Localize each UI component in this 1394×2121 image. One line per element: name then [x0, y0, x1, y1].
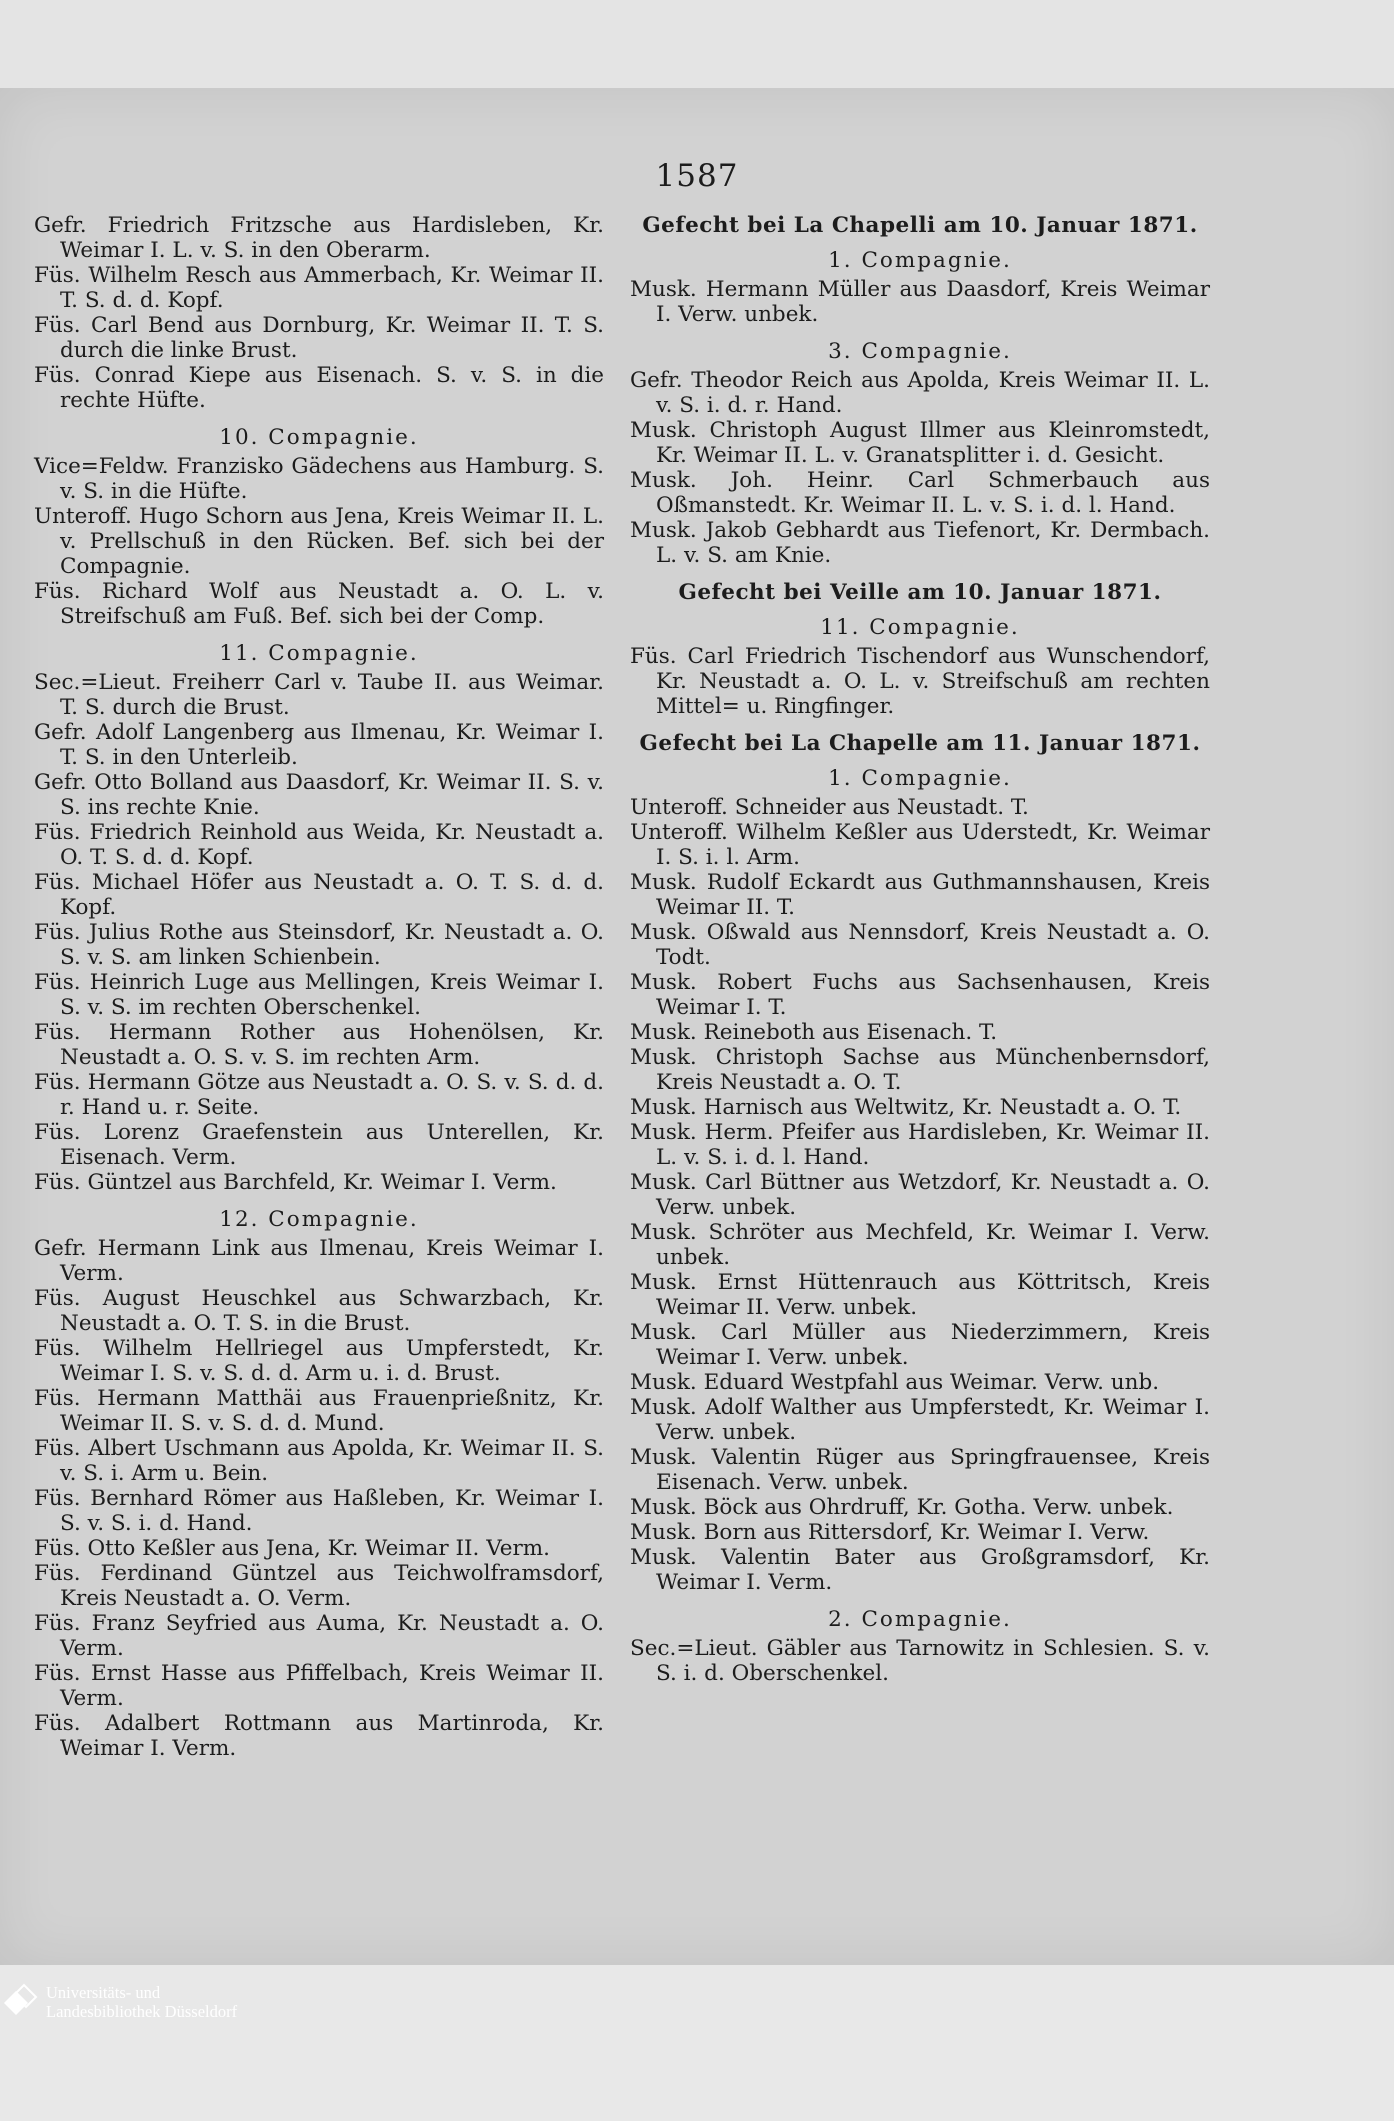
list-entry: Füs. Richard Wolf aus Neustadt a. O. L. v. Streifschuß am Fuß. Bef. sich bei der Comp.	[34, 579, 604, 629]
library-name-line1: Universitäts- und	[46, 1983, 161, 2002]
company-heading: 2. Compagnie.	[828, 1607, 1012, 1632]
company-heading: 1. Compagnie.	[828, 766, 1012, 791]
list-entry: Füs. Michael Höfer aus Neustadt a. O. T. S. d. d. Kopf.	[34, 870, 604, 920]
battle-title: Gefecht bei Veille am 10. Januar 1871.	[678, 580, 1162, 605]
list-entry: Füs. Hermann Götze aus Neustadt a. O. S. v. S. d. d. r. Hand u. r. Seite.	[34, 1070, 604, 1120]
company-section	[34, 425, 604, 629]
list-entry: Füs. Hermann Matthäi aus Frauenprießnitz, Kr. Weimar II. S. v. S. d. d. Mund.	[34, 1386, 604, 1436]
page-number: 1587	[655, 158, 739, 194]
company-heading: 3. Compagnie.	[828, 339, 1012, 364]
company-section	[630, 766, 1210, 1595]
company-heading: 11. Compagnie.	[820, 615, 1020, 640]
list-entry: Füs. August Heuschkel aus Schwarzbach, Kr. Neustadt a. O. T. S. in die Brust.	[34, 1286, 604, 1336]
list-entry: Musk. Joh. Heinr. Carl Schmerbauch aus Oßmanstedt. Kr. Weimar II. L. v. S. i. d. l. Hand.	[630, 468, 1210, 518]
list-entry: Füs. Adalbert Rottmann aus Martinroda, Kr. Weimar I. Verm.	[34, 1711, 604, 1761]
list-entry: Musk. Adolf Walther aus Umpferstedt, Kr. Weimar I. Verw. unbek.	[630, 1395, 1210, 1445]
list-entry: Musk. Christoph Sachse aus Münchenbernsdorf, Kreis Neustadt a. O. T.	[630, 1045, 1210, 1095]
list-entry: Musk. Reineboth aus Eisenach. T.	[630, 1020, 998, 1045]
list-entry: Gefr. Hermann Link aus Ilmenau, Kreis Weimar I. Verm.	[34, 1236, 604, 1286]
list-entry: Füs. Carl Friedrich Tischendorf aus Wunschendorf, Kr. Neustadt a. O. L. v. Streifschuß am rechten Mittel= u. Ringfinger.	[630, 644, 1210, 719]
company-heading: 1. Compagnie.	[828, 248, 1012, 273]
library-name	[46, 1983, 237, 2021]
company-heading: 10. Compagnie.	[219, 425, 419, 450]
list-entry: Füs. Friedrich Reinhold aus Weida, Kr. Neustadt a. O. T. S. d. d. Kopf.	[34, 820, 604, 870]
list-entry: Füs. Wilhelm Hellriegel aus Umpferstedt, Kr. Weimar I. S. v. S. d. d. Arm u. i. d. Brust.	[34, 1336, 604, 1386]
list-entry: Musk. Schröter aus Mechfeld, Kr. Weimar I. Verw. unbek.	[630, 1220, 1210, 1270]
list-entry: Musk. Ernst Hüttenrauch aus Köttritsch, Kreis Weimar II. Verw. unbek.	[630, 1270, 1210, 1320]
list-entry: Sec.=Lieut. Gäbler aus Tarnowitz in Schlesien. S. v. S. i. d. Oberschenkel.	[630, 1636, 1210, 1686]
library-footer	[0, 1965, 1394, 2121]
list-entry: Musk. Herm. Pfeifer aus Hardisleben, Kr. Weimar II. L. v. S. i. d. l. Hand.	[630, 1120, 1210, 1170]
list-entry: Gefr. Otto Bolland aus Daasdorf, Kr. Weimar II. S. v. S. ins rechte Knie.	[34, 770, 604, 820]
library-logo-icon	[2, 1981, 40, 2019]
company-heading: 12. Compagnie.	[219, 1207, 419, 1232]
company-section	[630, 339, 1210, 568]
list-entry: Musk. Rudolf Eckardt aus Guthmannshausen, Kreis Weimar II. T.	[630, 870, 1210, 920]
list-entry: Musk. Born aus Rittersdorf, Kr. Weimar I. Verw.	[630, 1520, 1150, 1545]
list-entry: Füs. Albert Uschmann aus Apolda, Kr. Weimar II. S. v. S. i. Arm u. Bein.	[34, 1436, 604, 1486]
list-entry: Musk. Carl Müller aus Niederzimmern, Kreis Weimar I. Verw. unbek.	[630, 1320, 1210, 1370]
list-entry: Unteroff. Schneider aus Neustadt. T.	[630, 795, 1029, 820]
list-entry: Musk. Oßwald aus Nennsdorf, Kreis Neustadt a. O. Todt.	[630, 920, 1210, 970]
scanned-page	[0, 88, 1394, 1965]
company-section	[34, 1207, 604, 1761]
list-entry: Musk. Valentin Rüger aus Springfrauensee, Kreis Eisenach. Verw. unbek.	[630, 1445, 1210, 1495]
left-column	[34, 213, 604, 1773]
right-column	[630, 213, 1210, 1698]
company-section	[630, 248, 1210, 327]
list-entry: Füs. Carl Bend aus Dornburg, Kr. Weimar II. T. S. durch die linke Brust.	[34, 313, 604, 363]
company-section	[630, 615, 1210, 719]
list-entry: Musk. Böck aus Ohrdruff, Kr. Gotha. Verw. unbek.	[630, 1495, 1174, 1520]
list-entry: Gefr. Adolf Langenberg aus Ilmenau, Kr. Weimar I. T. S. in den Unterleib.	[34, 720, 604, 770]
list-entry: Musk. Valentin Bater aus Großgramsdorf, Kr. Weimar I. Verm.	[630, 1545, 1210, 1595]
list-entry: Musk. Hermann Müller aus Daasdorf, Kreis Weimar I. Verw. unbek.	[630, 277, 1210, 327]
list-entry: Füs. Lorenz Graefenstein aus Unterellen, Kr. Eisenach. Verm.	[34, 1120, 604, 1170]
list-entry: Musk. Robert Fuchs aus Sachsenhausen, Kreis Weimar I. T.	[630, 970, 1210, 1020]
intro-entries	[34, 213, 604, 413]
list-entry: Musk. Carl Büttner aus Wetzdorf, Kr. Neustadt a. O. Verw. unbek.	[630, 1170, 1210, 1220]
list-entry: Füs. Julius Rothe aus Steinsdorf, Kr. Neustadt a. O. S. v. S. am linken Schienbein.	[34, 920, 604, 970]
company-section	[630, 1607, 1210, 1686]
list-entry: Füs. Hermann Rother aus Hohenölsen, Kr. Neustadt a. O. S. v. S. im rechten Arm.	[34, 1020, 604, 1070]
list-entry: Füs. Conrad Kiepe aus Eisenach. S. v. S. in die rechte Hüfte.	[34, 363, 604, 413]
list-entry: Füs. Güntzel aus Barchfeld, Kr. Weimar I. Verm.	[34, 1170, 557, 1195]
list-entry: Vice=Feldw. Franzisko Gädechens aus Hamburg. S. v. S. in die Hüfte.	[34, 454, 604, 504]
company-heading: 11. Compagnie.	[219, 641, 419, 666]
list-entry: Musk. Christoph August Illmer aus Kleinromstedt, Kr. Weimar II. L. v. Granatsplitter i. d. Gesicht.	[630, 418, 1210, 468]
list-entry: Musk. Harnisch aus Weltwitz, Kr. Neustadt a. O. T.	[630, 1095, 1182, 1120]
list-entry: Füs. Otto Keßler aus Jena, Kr. Weimar II. Verm.	[34, 1536, 550, 1561]
list-entry: Füs. Ernst Hasse aus Pfiffelbach, Kreis Weimar II. Verm.	[34, 1661, 604, 1711]
list-entry: Füs. Bernhard Römer aus Haßleben, Kr. Weimar I. S. v. S. i. d. Hand.	[34, 1486, 604, 1536]
list-entry: Füs. Wilhelm Resch aus Ammerbach, Kr. Weimar II. T. S. d. d. Kopf.	[34, 263, 604, 313]
list-entry: Gefr. Friedrich Fritzsche aus Hardisleben, Kr. Weimar I. L. v. S. in den Oberarm.	[34, 213, 604, 263]
battle-title: Gefecht bei La Chapelli am 10. Januar 1871.	[642, 213, 1198, 238]
battle-title: Gefecht bei La Chapelle am 11. Januar 1871.	[639, 731, 1201, 756]
list-entry: Unteroff. Hugo Schorn aus Jena, Kreis Weimar II. L. v. Prellschuß in den Rücken. Bef. sich bei der Compagnie.	[34, 504, 604, 579]
library-name-line2: Landesbibliothek Düsseldorf	[46, 2002, 238, 2021]
list-entry: Sec.=Lieut. Freiherr Carl v. Taube II. aus Weimar. T. S. durch die Brust.	[34, 670, 604, 720]
list-entry: Füs. Ferdinand Güntzel aus Teichwolframsdorf, Kreis Neustadt a. O. Verm.	[34, 1561, 604, 1611]
list-entry: Gefr. Theodor Reich aus Apolda, Kreis Weimar II. L. v. S. i. d. r. Hand.	[630, 368, 1210, 418]
list-entry: Füs. Heinrich Luge aus Mellingen, Kreis Weimar I. S. v. S. im rechten Oberschenkel.	[34, 970, 604, 1020]
list-entry: Musk. Jakob Gebhardt aus Tiefenort, Kr. Dermbach. L. v. S. am Knie.	[630, 518, 1210, 568]
list-entry: Füs. Franz Seyfried aus Auma, Kr. Neustadt a. O. Verm.	[34, 1611, 604, 1661]
list-entry: Unteroff. Wilhelm Keßler aus Uderstedt, Kr. Weimar I. S. i. l. Arm.	[630, 820, 1210, 870]
company-section	[34, 641, 604, 1195]
list-entry: Musk. Eduard Westpfahl aus Weimar. Verw. unb.	[630, 1370, 1160, 1395]
